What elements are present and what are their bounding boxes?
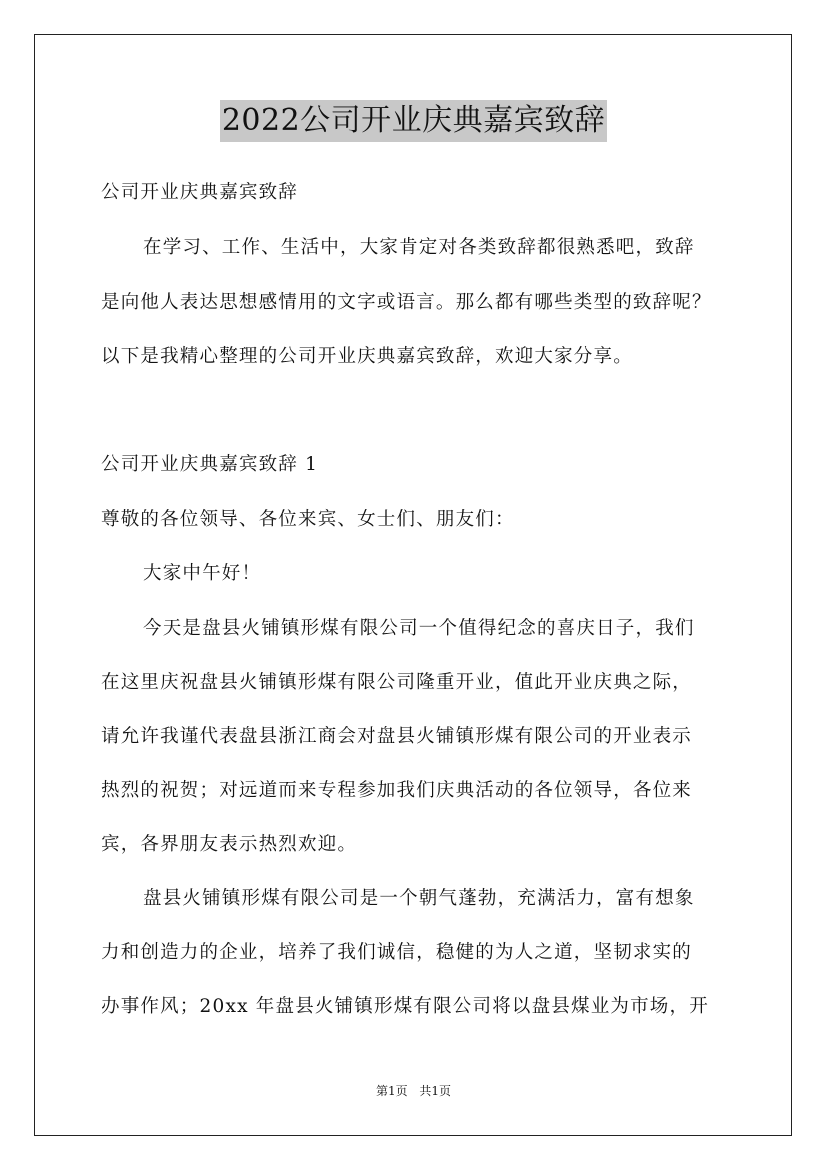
page-total: 共1页 — [419, 1084, 452, 1098]
intro-line: 在学习、工作、生活中，大家肯定对各类致辞都很熟悉吧，致辞 — [143, 237, 695, 258]
document-title: 2022公司开业庆典嘉宾致辞 — [220, 100, 607, 142]
page-number: 第1页 — [375, 1084, 408, 1098]
document-subtitle: 公司开业庆典嘉宾致辞 — [101, 182, 299, 203]
paragraph-line: 宾，各界朋友表示热烈欢迎。 — [101, 834, 358, 855]
paragraph-line: 力和创造力的企业，培养了我们诚信，稳健的为人之道，坚韧求实的 — [101, 942, 693, 963]
paragraph-line: 请允许我谨代表盘县浙江商会对盘县火铺镇形煤有限公司的开业表示 — [101, 726, 693, 747]
paragraph-line: 办事作风；20xx 年盘县火铺镇形煤有限公司将以盘县煤业为市场，开 — [101, 996, 709, 1017]
paragraph-line: 今天是盘县火铺镇形煤有限公司一个值得纪念的喜庆日子，我们 — [143, 618, 695, 639]
intro-line: 是向他人表达思想感情用的文字或语言。那么都有哪些类型的致辞呢？ — [101, 292, 712, 313]
intro-line: 以下是我精心整理的公司开业庆典嘉宾致辞，欢迎大家分享。 — [101, 346, 633, 367]
paragraph-line: 热烈的祝贺；对远道而来专程参加我们庆典活动的各位领导，各位来 — [101, 780, 693, 801]
title-container — [0, 100, 827, 142]
section-heading: 公司开业庆典嘉宾致辞 1 — [101, 454, 319, 475]
salutation: 尊敬的各位领导、各位来宾、女士们、朋友们： — [101, 509, 515, 530]
paragraph-line: 盘县火铺镇形煤有限公司是一个朝气蓬勃，充满活力，富有想象 — [143, 888, 695, 909]
greeting: 大家中午好！ — [143, 563, 262, 584]
page-footer — [0, 1083, 827, 1099]
paragraph-line: 在这里庆祝盘县火铺镇形煤有限公司隆重开业，值此开业庆典之际， — [101, 672, 693, 693]
